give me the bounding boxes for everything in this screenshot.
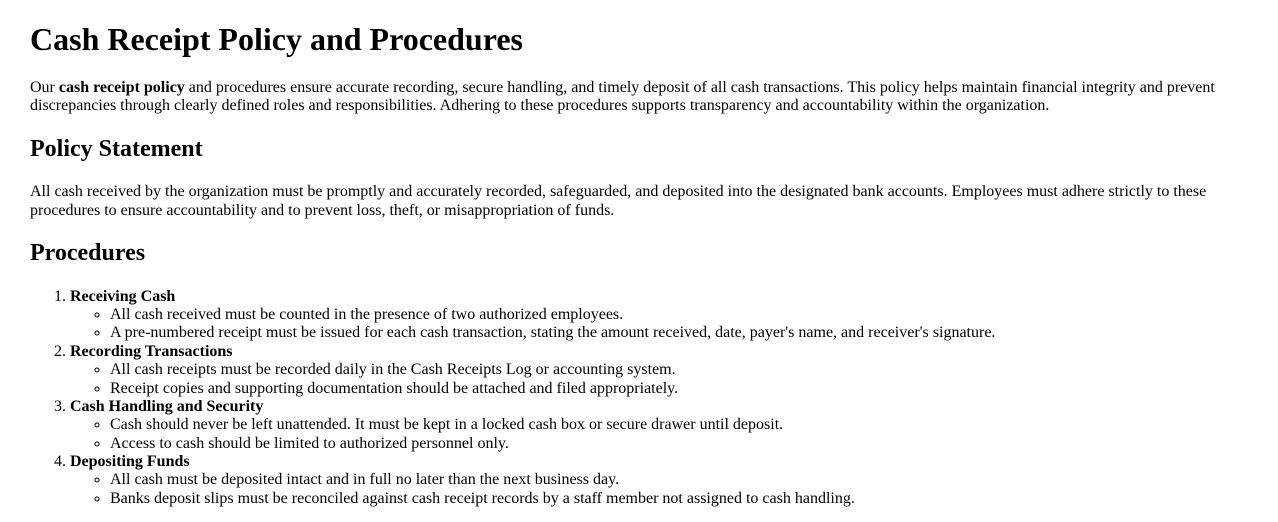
procedure-subitem: ◦ Cash should never be left unattended. It must be kept in a locked cash box or secure drawer until deposit.	[110, 416, 1245, 434]
procedure-item-title: Recording Transactions	[70, 342, 233, 360]
document-page	[30, 21, 1245, 508]
procedure-item-title: Depositing Funds	[70, 453, 190, 471]
procedure-subitem-list	[70, 416, 1245, 453]
page-title: Cash Receipt Policy and Procedures	[30, 21, 523, 57]
intro-text-rest: and procedures ensure accurate recording, secure handling, and timely deposit of all cash transactions. This policy helps maintain financial integrity and prevent discrepancies through clearly defined roles and responsibilities. Adhering to these procedures supports transparency and accountability within the organization.	[30, 78, 1215, 115]
procedure-item-cash-handling-security	[70, 398, 1245, 453]
procedure-subitem: ◦ All cash receipts must be recorded daily in the Cash Receipts Log or accounting system.	[110, 361, 1245, 379]
procedures-list	[30, 288, 1245, 509]
intro-paragraph	[30, 79, 1245, 116]
procedure-subitem-list	[70, 471, 1245, 508]
procedure-subitem-list	[70, 306, 1245, 343]
policy-statement-heading: Policy Statement	[30, 135, 203, 162]
policy-statement-paragraph: All cash received by the organization must be promptly and accurately recorded, safeguarded, and deposited into the designated bank accounts. Employees must adhere strictly to these procedures to ensure accountability and to prevent loss, theft, or misappropriation of funds.	[30, 183, 1207, 219]
procedure-item-title: Receiving Cash	[70, 287, 176, 305]
procedure-item-receiving-cash	[70, 288, 1245, 343]
procedures-heading: Procedures	[30, 239, 146, 266]
procedure-item-title: Cash Handling and Security	[70, 397, 264, 415]
procedure-subitem: ◦ Access to cash should be limited to authorized personnel only.	[110, 435, 1245, 453]
procedure-item-depositing-funds	[70, 453, 1245, 508]
intro-bold-term: cash receipt policy	[58, 78, 185, 96]
procedure-subitem: ◦ All cash received must be counted in the presence of two authorized employees.	[110, 306, 1245, 324]
procedure-subitem: ◦ Receipt copies and supporting documentation should be attached and filed appropriately.	[110, 380, 1245, 398]
procedure-subitem: ◦ All cash must be deposited intact and in full no later than the next business day.	[110, 471, 1245, 489]
procedure-subitem: ◦ Banks deposit slips must be reconciled against cash receipt records by a staff member not assigned to cash handling.	[110, 490, 1245, 508]
intro-text-prefix: Our	[30, 78, 59, 96]
procedure-item-recording-transactions	[70, 343, 1245, 398]
procedure-subitem-list	[70, 361, 1245, 398]
procedure-subitem: ◦ A pre-numbered receipt must be issued for each cash transaction, stating the amount received, date, payer's name, and receiver's signature.	[110, 324, 1245, 342]
